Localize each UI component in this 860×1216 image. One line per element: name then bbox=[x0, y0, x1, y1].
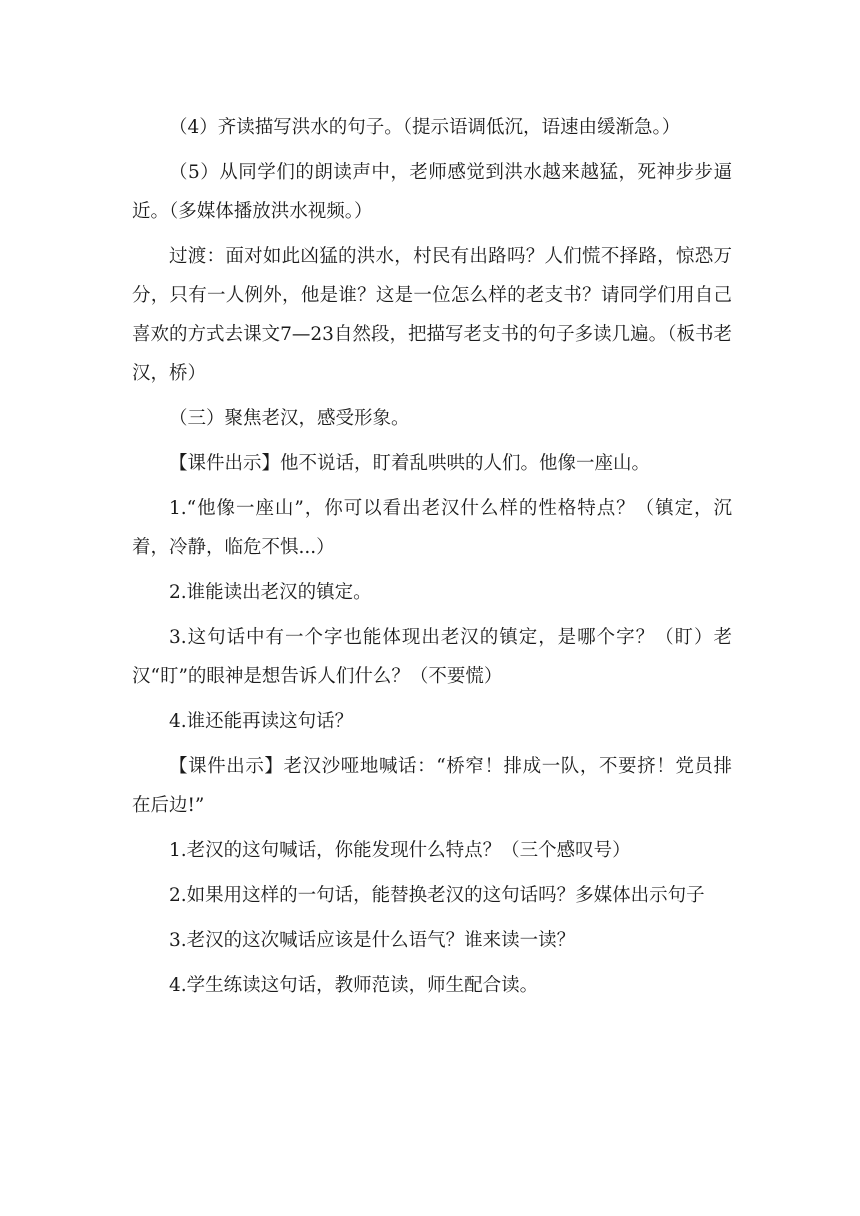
section-heading-3: （三）聚焦老汉，感受形象。 bbox=[169, 408, 410, 429]
question-1-shout: 1.老汉的这句喊话，你能发现什么特点？（三个感叹号） bbox=[169, 840, 631, 861]
paragraph-step-4: （4）齐读描写洪水的句子。（提示语调低沉，语速由缓渐急。） bbox=[169, 117, 681, 138]
document-body bbox=[132, 108, 732, 1005]
courseware-display-2: 【课件出示】老汉沙哑地喊话：“桥窄！排成一队，不要挤！党员排在后边!” bbox=[132, 756, 732, 816]
question-3-tone: 3.老汉的这次喊话应该是什么语气？谁来读一读？ bbox=[169, 930, 576, 951]
question-4-practice: 4.学生练读这句话，教师范读，师生配合读。 bbox=[169, 975, 539, 996]
paragraph-transition: 过渡：面对如此凶猛的洪水，村民有出路吗？人们慌不择路，惊恐万分，只有一人例外，他是谁？这是一位怎么样的老支书？请同学们用自己喜欢的方式去课文7—23自然段，把描写老支书的句子多读几遍。（板书老汉，桥） bbox=[132, 246, 732, 384]
question-2-read: 2.谁能读出老汉的镇定。 bbox=[169, 582, 372, 603]
question-1-mountain: 1.“他像一座山”，你可以看出老汉什么样的性格特点？（镇定，沉着，冷静，临危不惧...） bbox=[132, 498, 732, 558]
question-2-replace: 2.如果用这样的一句话，能替换老汉的这句话吗？多媒体出示句子 bbox=[169, 885, 705, 906]
question-4-reread: 4.谁还能再读这句话？ bbox=[169, 711, 354, 732]
question-3-stare: 3.这句话中有一个字也能体现出老汉的镇定，是哪个字？（盯）老汉“盯”的眼神是想告诉人们什么？（不要慌） bbox=[132, 627, 732, 687]
paragraph-step-5: （5）从同学们的朗读声中，老师感觉到洪水越来越猛，死神步步逼近。（多媒体播放洪水视频。） bbox=[132, 162, 732, 222]
courseware-display-1: 【课件出示】他不说话，盯着乱哄哄的人们。他像一座山。 bbox=[169, 453, 651, 474]
